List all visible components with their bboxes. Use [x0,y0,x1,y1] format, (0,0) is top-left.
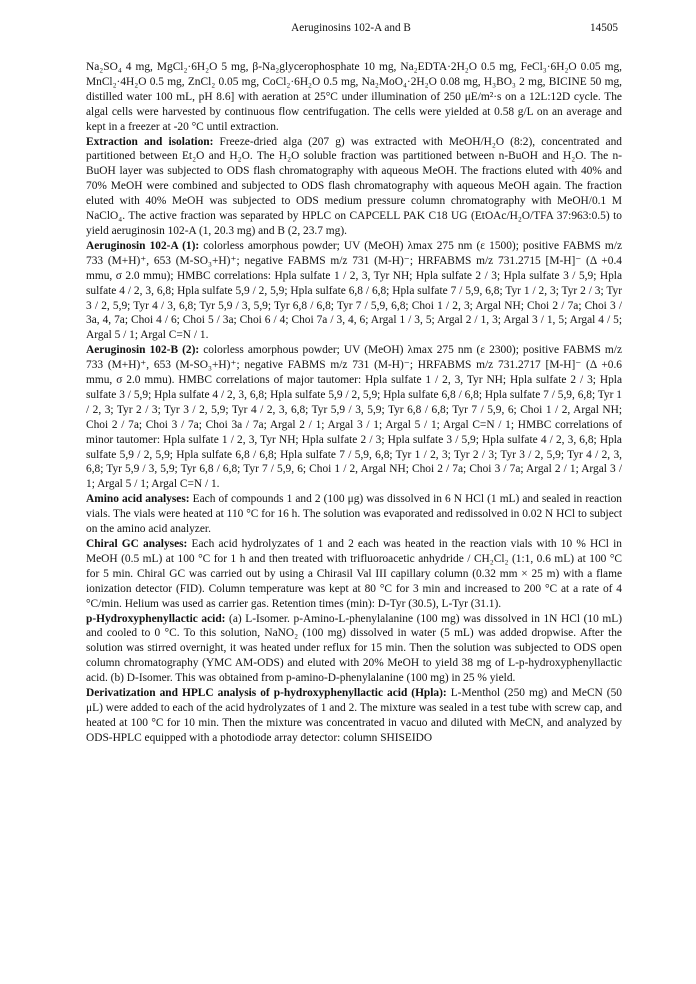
body-hpla: (a) L-Isomer. p-Amino-L-phenylalanine (100 mg) was dissolved in 1N HCl (10 mL) and cooled to 0 °C. To this solution, NaNO₂ (100 mg) dissolved in water (5 mL) was added dropwise. After the solution was stirred overnight, it was heated under reflux for 15 min. Then the solution was subjected to ODS open column chromatography (YMC AM-ODS) and eluted with 20% MeOH to yield 38 mg of L-p-hydroxyphenyllactic acid. (b) D-Isomer. This was obtained from p-amino-D-phenylalanine (100 mg) in 25 % yield. [86,612,622,685]
heading-derivatization: Derivatization and HPLC analysis of p-hydroxyphenyllactic acid (Hpla): [86,687,447,700]
heading-amino-acid: Amino acid analyses: [86,493,190,506]
paragraph-amino-acid [86,492,622,537]
body-derivatization: L-Menthol (250 mg) and MeCN (50 μL) were added to each of the acid hydrolyzates of 1 and 2. The mixture was sealed in a test tube with screw cap, and heated at 100 °C for 10 min. Then the mixture was concentrated in vacuo and diluted with MeCN, and analyzed by ODS-HPLC equipped with a photodiode array detector: column SHISEIDO [86,687,622,744]
heading-compound-2: Aeruginosin 102-B (2): [86,344,200,357]
paragraph-extraction [86,135,622,239]
body-text [86,60,622,746]
heading-hpla: p-Hydroxyphenyllactic acid: [86,612,226,625]
heading-compound-1: Aeruginosin 102-A (1): [86,239,200,252]
paragraph-hpla [86,612,622,687]
running-header [84,22,618,38]
heading-extraction: Extraction and isolation: [86,135,214,148]
body-chiral-gc: Each acid hydrolyzates of 1 and 2 each was heated in the reaction vials with 10 % HCl in MeOH (0.5 mL) at 100 °C for 1 h and then treated with trifluoroacetic anhydride / CH₂Cl₂ (1:1, 0.6 mL) at 100 °C for 5 min. Chiral GC was carried out by using a Chirasil Val III capillary column (0.32 mm × 25 m) with a flame ionization detector (FID). Column temperature was kept at 80 °C for 3 min and increased to 200 °C at a rate of 4 °C/min. Helium was used as carrier gas. Retention times (min): D-Tyr (30.5), L-Tyr (31.1). [86,538,622,610]
running-title: Aeruginosins 102-A and B [291,22,411,34]
body-amino-acid: Each of compounds 1 and 2 (100 μg) was dissolved in 6 N HCl (1 mL) and sealed in reaction vials. The vials were heated at 110 °C for 16 h. The solution was evaporated and redissolved in 0.02 N HCl to subject on the amino acid analyzer. [86,493,622,536]
paragraph-compound-2 [86,343,622,492]
paragraph-chiral-gc [86,537,622,612]
paragraph-compound-1 [86,239,622,343]
intro-paragraph: Na₂SO₄ 4 mg, MgCl₂·6H₂O 5 mg, β-Na₂glycerophosphate 10 mg, Na₂EDTA·2H₂O 0.5 mg, FeCl₃·6H₂O 0.05 mg, MnCl₂·4H₂O 0.5 mg, ZnCl₂ 0.05 mg, CoCl₂·6H₂O 0.5 mg, Na₂MoO₄·2H₂O 0.08 mg, H₃BO₃ 2 mg, BICINE 50 mg, distilled water 100 mL, pH 8.6] with aeration at 25°C under illumination of 250 μE/m²·s on a 12L:12D cycle. The algal cells were harvested by continuous flow centrifugation. The cells were yielded at 0.58 g/L on an average and kept in a freezer at -20 °C until extraction. [86,61,622,133]
paragraph-derivatization [86,686,622,746]
body-extraction: Freeze-dried alga (207 g) was extracted with MeOH/H₂O (8:2), concentrated and partitioned between Et₂O and H₂O. The H₂O soluble fraction was partitioned between n-BuOH and H₂O. The n-BuOH layer was subjected to ODS flash chromatography with aqueous MeOH. The fractions eluted with 40% and 70% MeOH were combined and subjected to ODS flash chromatography with aqueous MeOH again. The fraction eluted with 40% MeOH was subjected to ODS medium pressure column chromatography with MeOH/0.1 M NaClO₄. The active fraction was separated by HPLC on CAPCELL PAK C18 UG (EtOAc/H₂O/TFA 37:963:0.5) to yield aeruginosin 102-A (1, 20.3 mg) and B (2, 23.7 mg). [86,135,622,237]
body-compound-1: colorless amorphous powder; UV (MeOH) λmax 275 nm (ε 1500); positive FABMS m/z 733 (M+H)⁺, 653 (M-SO₃+H)⁺; negative FABMS m/z 731 (M-H)⁻; HRFABMS m/z 731.2715 [M-H]⁻ (Δ +0.4 mmu, σ 2.0 mmu); HMBC correlations: Hpla sulfate 1 / 2, 3, Tyr NH; Hpla sulfate 2 / 3; Hpla sulfate 3 / 5,9; Hpla sulfate 4 / 2, 3, 6,8; Hpla sulfate 5,9 / 2, 5,9; Hpla sulfate 6,8 / 6,8; Hpla sulfate 7 / 5,9, 6,8; Tyr 1 / 2, 3; Tyr 2 / 3; Tyr 3 / 2, 5,9; Tyr 4 / 3, 6,8; Tyr 5,9 / 3, 5,9; Tyr 6,8 / 6,8; Tyr 7 / 5,9, 6,8; Choi 1 / 2, 3; Argal NH; Choi 2 / 7a; Choi 3 / 3a, 4, 7a; Choi 4 / 6; Choi 5 / 3a; Choi 6 / 4; Choi 7a / 3, 4, 6; Argal 1 / 3, 5; Argal 2 / 1, 3; Argal 3 / 1, 5; Argal 4 / 5; Argal 5 / 1; Argal C=N / 1. [86,239,622,342]
page-number: 14505 [590,22,618,34]
heading-chiral-gc: Chiral GC analyses: [86,538,188,550]
body-compound-2: colorless amorphous powder; UV (MeOH) λmax 275 nm (ε 2300); positive FABMS m/z 733 (M+H)⁺, 653 (M-SO₃+H)⁺; negative FABMS m/z 731 (M-H)⁻; HRFABMS m/z 731.2717 [M-H]⁻ (Δ +0.6 mmu, σ 2.0 mmu). HMBC correlations of major tautomer: Hpla sulfate 1 / 2, 3, Tyr NH; Hpla sulfate 2 / 3; Hpla sulfate 3 / 5,9; Hpla sulfate 4 / 2, 3, 6,8; Hpla sulfate 5,9 / 2, 5,9; Hpla sulfate 6,8 / 6,8; Hpla sulfate 7 / 5,9, 6,8; Tyr 1 / 2, 3; Tyr 2 / 3; Tyr 3 / 2, 5,9; Tyr 4 / 2, 3, 6,8; Tyr 5,9 / 3, 5,9; Tyr 6,8 / 6,8; Tyr 7 / 5,9, 6; Choi 1 / 2, Argal NH; Choi 2 / 7a; Choi 3 / 7a; Choi 3a / 7a; Argal 2 / 1; Argal 3 / 1; Argal 5 / 1; Argal C=N / 1; HMBC correlations of minor tautomer: Hpla sulfate 1 / 2, 3, Tyr NH; Hpla sulfate 2 / 3; Hpla sulfate 3 / 5,9; Hpla sulfate 4 / 2, 3, 6,8; Hpla sulfate 5,9 / 2, 5,9; Hpla sulfate 6,8 / 6,8; Hpla sulfate 7 / 5,9, 6,8; Tyr 1 / 2, 3; Tyr 2 / 3; Tyr 3 / 2, 5,9; Tyr 4 / 2, 3, 6,8; Tyr 5,9 / 3, 5,9; Tyr 6,8 / 6,8; Tyr 7 / 5,9, 6; Choi 1 / 2, Argal NH; Choi 2 / 7a; Choi 3 / 7a; Argal 2 / 1; Argal 3 / 1; Argal 5 / 1; Argal C=N / 1. [86,344,622,491]
